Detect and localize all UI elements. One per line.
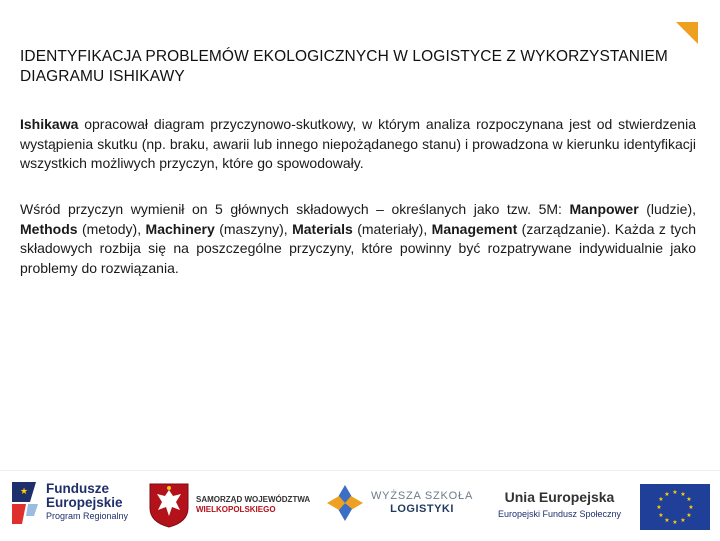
paragraph1-text: opracował diagram przyczynowo-skutkowy, w którym analiza rozpoczynana jest od stwierdzenia wystąpienia skutku (np. braku, awarii lub innego niepożądanego stanu) i prowadzona w kierunku identyfikacji wszystkich możliwych przyczyn, które go spowodowały.	[20, 116, 696, 171]
paragraph-ishikawa	[20, 115, 696, 174]
svg-text:★: ★	[664, 491, 670, 498]
svg-text:★: ★	[686, 512, 692, 519]
note-manpower: (ludzie),	[638, 201, 696, 217]
slide-title: IDENTYFIKACJA PROBLEMÓW EKOLOGICZNYCH W LOGISTYCE Z WYKORZYSTANIEM DIAGRAMU ISHIKAWY	[20, 48, 668, 85]
fe-line2: Europejskie	[46, 495, 123, 511]
svg-text:★: ★	[680, 491, 686, 498]
corner-triangle-icon	[676, 22, 698, 44]
eu-flag-icon	[640, 484, 710, 530]
svg-text:★: ★	[664, 517, 670, 524]
samorzad-line2: WIELKOPOLSKIEGO	[196, 505, 276, 514]
svg-text:★: ★	[686, 496, 692, 503]
svg-text:★: ★	[656, 504, 662, 511]
paragraph2-intro: Wśród przyczyn wymienił on 5 głównych składowych – określanych jako tzw. 5M:	[20, 201, 570, 217]
note-machinery: (maszyny),	[214, 220, 293, 237]
ue-line1: Unia Europejska	[504, 489, 615, 505]
svg-text:★: ★	[672, 489, 678, 496]
note-management: (zarządzanie). Każda z tych składowych rozbija się na poszczególne przyczyny, które powinny być rozpatrywane indywidualnie jako problemy do rozwiązania.	[20, 220, 696, 276]
bold-machinery: Machinery	[145, 220, 215, 237]
wsl-logo	[325, 483, 473, 523]
ue-text-block	[487, 489, 632, 519]
samorzad-line1: SAMORZĄD WOJEWÓDZTWA	[196, 495, 311, 504]
fe-line1: Fundusze	[46, 481, 109, 497]
note-methods: (metody),	[77, 220, 146, 237]
wsl-logo-icon	[325, 483, 365, 523]
paragraph-5m	[20, 200, 696, 278]
wielkopolska-coat-of-arms-icon	[148, 482, 190, 528]
bold-methods: Methods	[20, 220, 78, 237]
fe-line3: Program Regionalny	[46, 511, 129, 522]
bold-materials: Materials	[292, 220, 353, 237]
wsl-line2: LOGISTYKI	[390, 503, 454, 515]
svg-text:★: ★	[688, 504, 694, 511]
samorzad-logo	[148, 482, 310, 528]
wsl-line1: WYŻSZA SZKOŁA	[371, 489, 474, 502]
svg-text:★: ★	[20, 487, 29, 497]
svg-text:★: ★	[680, 517, 686, 524]
fundusze-europejskie-icon	[10, 476, 40, 528]
svg-text:★: ★	[658, 496, 664, 503]
svg-text:★: ★	[672, 519, 678, 526]
ue-line2: Europejski Fundusz Społeczny	[497, 509, 622, 519]
bold-ishikawa: Ishikawa	[20, 116, 79, 132]
fundusze-europejskie-logo	[10, 476, 128, 528]
note-materials: (materiały),	[352, 220, 432, 237]
bold-management: Management	[431, 220, 518, 237]
svg-text:★: ★	[658, 512, 664, 519]
bold-manpower: Manpower	[569, 201, 639, 217]
